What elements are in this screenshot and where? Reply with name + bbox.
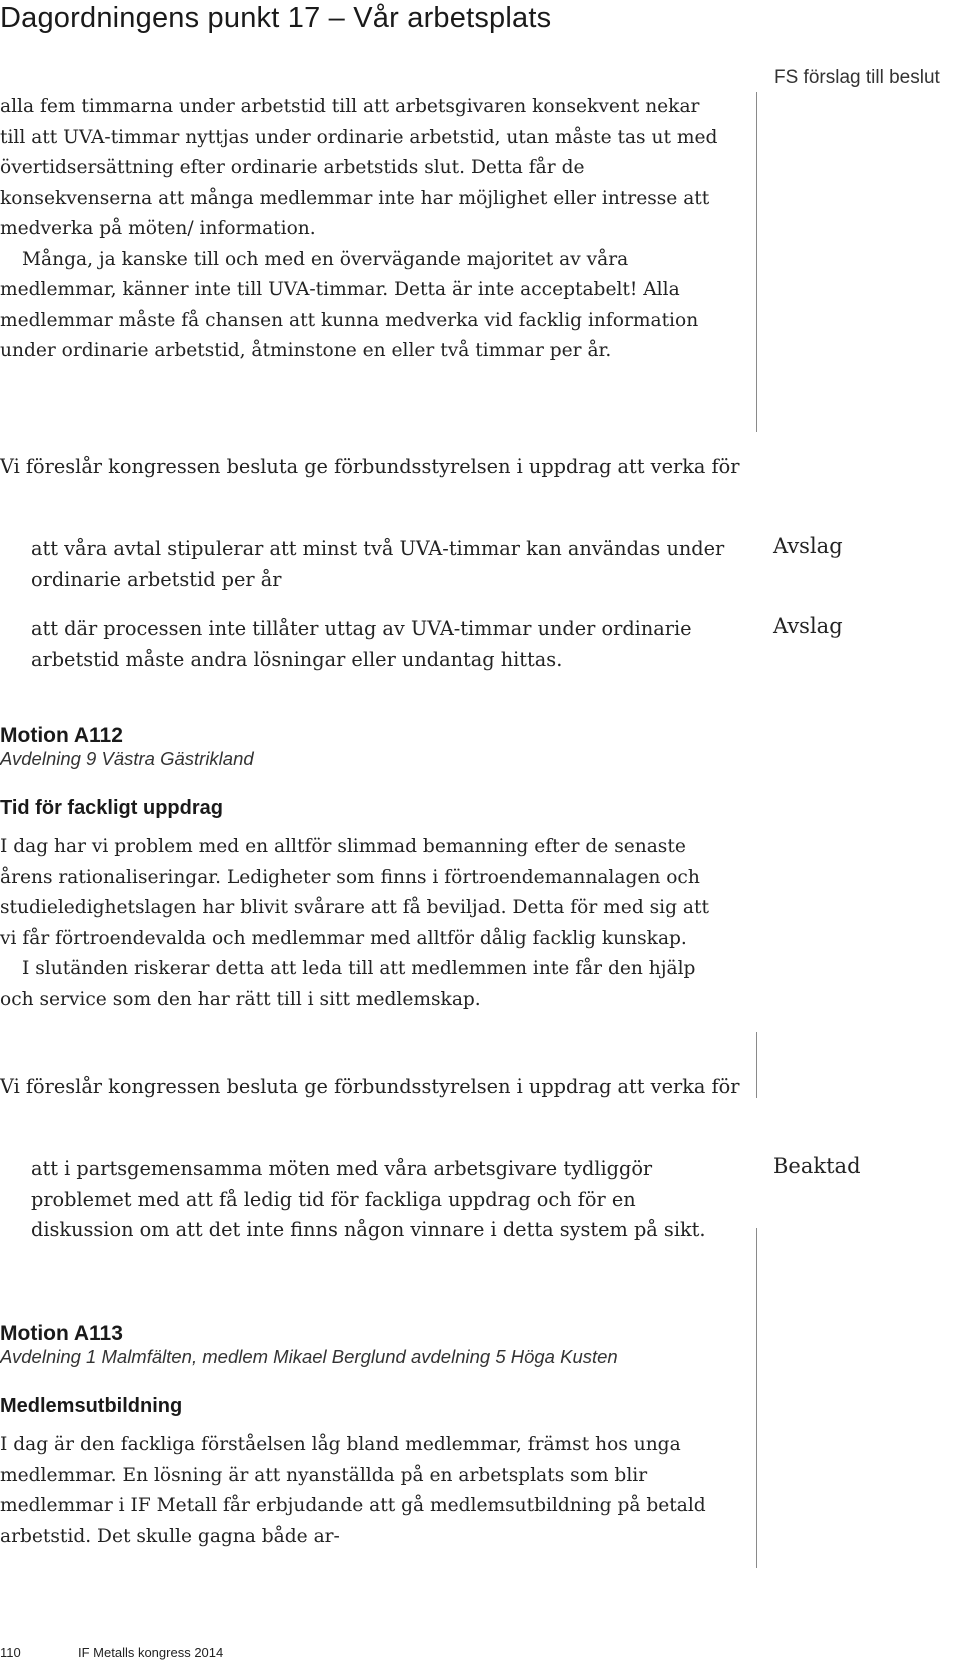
motion-subtitle: Avdelning 1 Malmfälten, medlem Mikael Berglund avdelning 5 Höga Kusten <box>0 1346 618 1367</box>
motion-title: Motion A113 <box>0 1322 123 1345</box>
publication-name: IF Metalls kongress 2014 <box>78 1645 224 1660</box>
motion-paragraph: I dag har vi problem med en alltför slimmad bemanning efter de senaste årens rationaliseringar. Ledigheter som finns i förtroendemannalagen och studieledighetslagen har blivit svårare att få beviljad. Detta för med sig att vi får förtroendevalda och medlemmar med alltför dålig facklig kunskap. <box>0 836 709 949</box>
proposal-intro: Vi föreslår kongressen besluta ge förbundsstyrelsen i uppdrag att verka för <box>0 455 740 478</box>
motion-text <box>0 1430 732 1552</box>
page-number: 110 <box>0 1645 21 1660</box>
section-heading: Medlemsutbildning <box>0 1395 183 1417</box>
column-divider <box>756 92 757 432</box>
proposal-item: att där processen inte tillåter uttag av UVA-timmar under ordinarie arbetstid måste andra lösningar eller undantag hittas. <box>31 617 692 671</box>
motion-text <box>0 832 728 1015</box>
decision-column-header: FS förslag till beslut <box>774 67 940 88</box>
intro-text <box>0 92 728 367</box>
decision-label: Beaktad <box>773 1154 861 1178</box>
motion-title: Motion A112 <box>0 724 123 747</box>
section-heading: Tid för fackligt uppdrag <box>0 797 223 819</box>
column-divider <box>756 1228 757 1568</box>
column-divider <box>756 1032 757 1098</box>
proposal-intro: Vi föreslår kongressen besluta ge förbundsstyrelsen i uppdrag att verka för <box>0 1075 740 1098</box>
page-title: Dagordningens punkt 17 – Vår arbetsplats <box>0 2 552 34</box>
proposal-item: att våra avtal stipulerar att minst två UVA-timmar kan användas under ordinarie arbetstid per år <box>31 537 725 591</box>
intro-paragraph: Många, ja kanske till och med en övervägande majoritet av våra medlemmar, känner inte till UVA-timmar. Detta är inte acceptabelt! Alla medlemmar måste få chansen att kunna medverka vid facklig information under ordinarie arbetstid, åtminstone en eller två timmar per år. <box>0 248 699 361</box>
motion-subtitle: Avdelning 9 Västra Gästrikland <box>0 748 254 769</box>
proposal-item: att i partsgemensamma möten med våra arbetsgivare tydliggör problemet med att få ledig tid för fackliga uppdrag och för en diskussion om att det inte finns någon vinnare i detta system på sikt. <box>31 1157 706 1241</box>
decision-label: Avslag <box>773 534 843 558</box>
motion-paragraph: I slutänden riskerar detta att leda till att medlemmen inte får den hjälp och service som den har rätt till i sitt medlemskap. <box>0 958 696 1010</box>
motion-paragraph: I dag är den fackliga förståelsen låg bland medlemmar, främst hos unga medlemmar. En lösning är att nyanställda på en arbetsplats som blir medlemmar i IF Metall får erbjudande att gå medlemsutbildning på betald arbetstid. Det skulle gagna både ar- <box>0 1434 706 1547</box>
intro-paragraph: alla fem timmarna under arbetstid till att arbetsgivaren konsekvent nekar till att UVA-timmar nyttjas under ordinarie arbetstid, utan måste tas ut med övertidsersättning efter ordinarie arbetstids slut. Detta får de konsekvenserna att många medlemmar inte har möjlighet eller intresse att medverka på möten/ information. <box>0 96 718 239</box>
decision-label: Avslag <box>773 614 843 638</box>
